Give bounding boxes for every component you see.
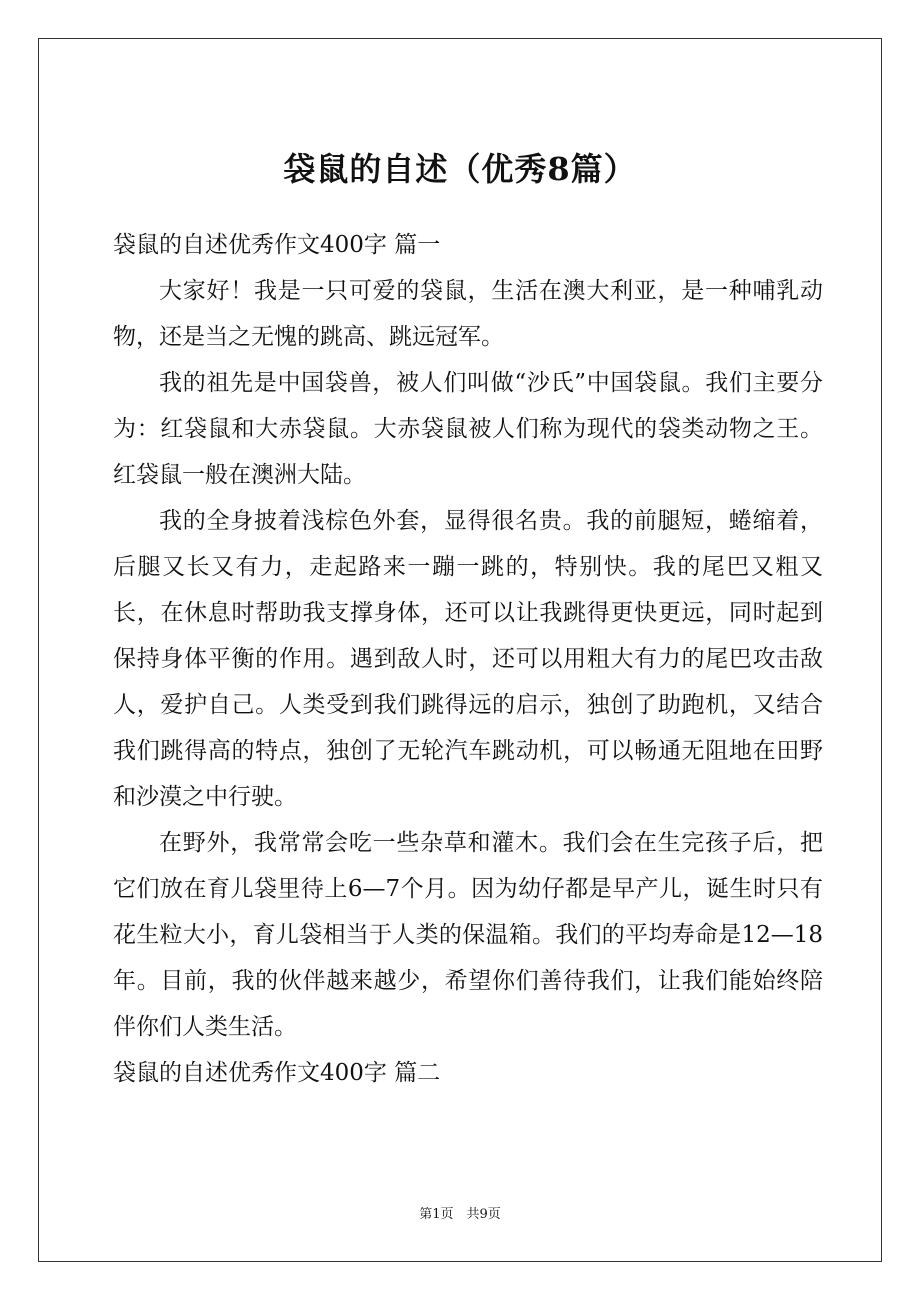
paragraph-4: 在野外，我常常会吃一些杂草和灌木。我们会在生完孩子后，把它们放在育儿袋里待上6—7个月。因为幼仔都是早产儿，诞生时只有花生粒大小，育儿袋相当于人类的保温箱。我们的平均寿命是12—18年。目前，我的伙伴越来越少，希望你们善待我们，让我们能始终陪伴你们人类生活。 — [113, 830, 823, 1040]
section-heading-1: 袋鼠的自述优秀作文400字 篇一 — [113, 232, 441, 258]
paragraph-1: 大家好！我是一只可爱的袋鼠，生活在澳大利亚，是一种哺乳动物，还是当之无愧的跳高、跳远冠军。 — [113, 278, 823, 350]
paragraph-3: 我的全身披着浅棕色外套，显得很名贵。我的前腿短，蜷缩着，后腿又长又有力，走起路来一蹦一跳的，特别快。我的尾巴又粗又长，在休息时帮助我支撑身体，还可以让我跳得更快更远，同时起到保持身体平衡的作用。遇到敌人时，还可以用粗大有力的尾巴攻击敌人，爱护自己。人类受到我们跳得远的启示，独创了助跑机，又结合我们跳得高的特点，独创了无轮汽车跳动机，可以畅通无阻地在田野和沙漠之中行驶。 — [113, 508, 823, 810]
section-heading-2: 袋鼠的自述优秀作文400字 篇二 — [113, 1060, 441, 1086]
document-body — [113, 222, 823, 1096]
document-title: 袋鼠的自述（优秀8篇） — [283, 150, 637, 188]
page-number-footer: 第1页 共9页 — [419, 1207, 501, 1222]
paragraph-2: 我的祖先是中国袋兽，被人们叫做“沙氏”中国袋鼠。我们主要分为：红袋鼠和大赤袋鼠。大赤袋鼠被人们称为现代的袋类动物之王。红袋鼠一般在澳洲大陆。 — [113, 370, 823, 488]
